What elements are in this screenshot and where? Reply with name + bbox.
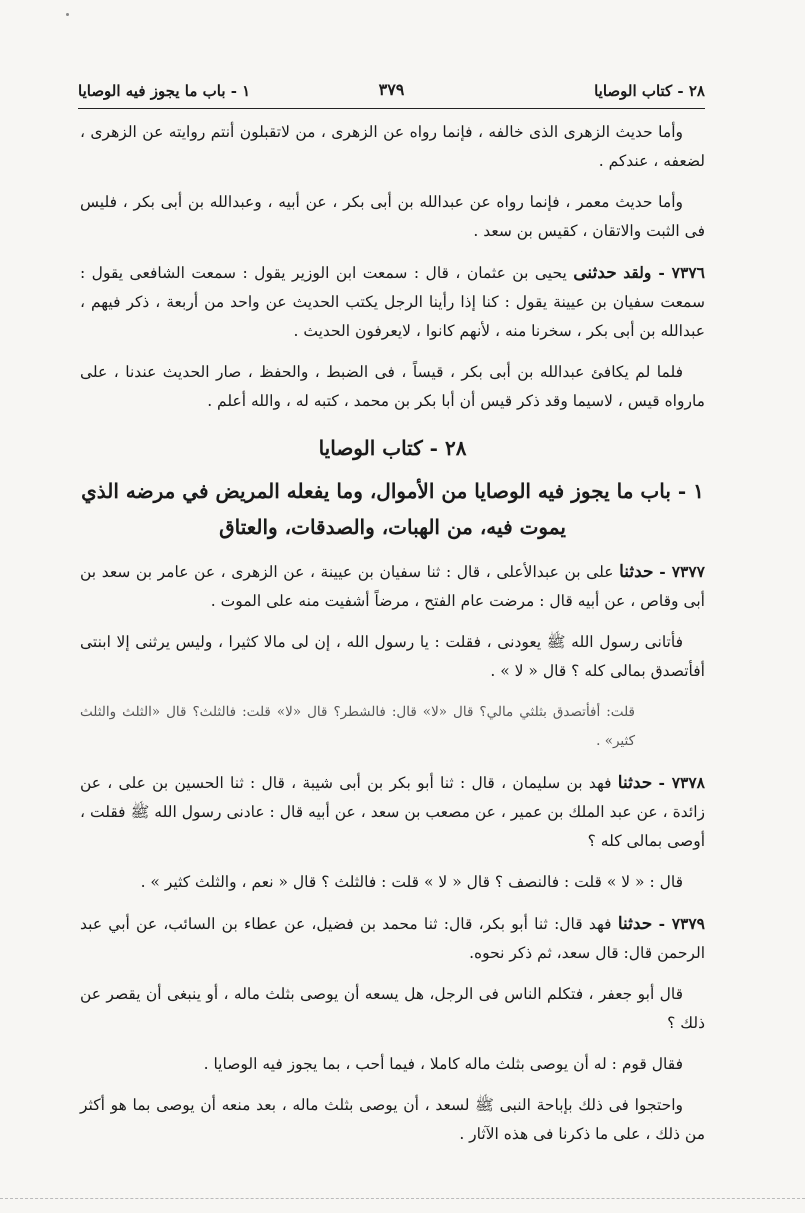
page-body xyxy=(80,118,705,1161)
paragraph-ihtajju: واحتجوا فى ذلك بإباحة النبى ﷺ لسعد ، أن يوصى بثلث ماله ، بعد منعه أن يوصى بما هو أكثر من ذلك ، على ما ذكرنا فى هذه الآثار . xyxy=(80,1096,705,1143)
hadith-7379 xyxy=(80,909,705,968)
paragraph-zuhri: وأما حديث الزهرى الذى خالفه ، فإنما رواه عن الزهرى ، من لاتقبلون أنتم روايته عن الزهرى ، لضعفه ، عندكم . xyxy=(80,123,705,170)
hadith-7377-note: قلت: أفأتصدق بثلثي مالي؟ قال «لا» قال: فالشطر؟ قال «لا» قلت: فالثلث؟ قال «الثلث والثلث كثير» . xyxy=(80,704,635,749)
page-number: ٣٧٩ xyxy=(378,80,405,99)
header-kitab: ٢٨ - كتاب الوصايا xyxy=(594,82,705,100)
hadith-7378-continuation: قال : « لا » قلت : فالنصف ؟ قال « لا » قلت : فالثلث ؟ قال « نعم ، والثلث كثير » . xyxy=(140,873,683,891)
bottom-scan-edge xyxy=(0,1198,805,1199)
hadith-number: ٧٣٧٩ - xyxy=(658,914,705,933)
bab-title xyxy=(80,473,705,545)
kitab-title: ٢٨ - كتاب الوصايا xyxy=(318,436,467,460)
paragraph-qawm: فقال قوم : له أن يوصى بثلث ماله كاملا ، فيما أحب ، بما يجوز فيه الوصايا . xyxy=(203,1055,683,1073)
hadith-number: ٧٣٧٧ - xyxy=(659,562,705,581)
hadith-keyword: حدثنى xyxy=(573,263,617,283)
hadith-number: ٧٣٧٦ - ولقد xyxy=(623,263,705,282)
hadith-text: فهد قال: ثنا أبو بكر، قال: ثنا محمد بن فضيل، عن عطاء بن السائب، عن أبي عبد الرحمن قال: قال سعد، ثم ذكر نحوه. xyxy=(80,915,705,962)
paragraph-qays: فلما لم يكافئ عبدالله بن أبى بكر ، قيساً ، فى الضبط ، والحفظ ، صار الحديث عندنا ، على مارواه قيس ، لاسيما وقد ذكر قيس أن أبا بكر بن محمد ، كتبه له ، والله أعلم . xyxy=(80,363,705,410)
hadith-keyword: حدثنا xyxy=(617,773,653,793)
paragraph-abu-jafar: قال أبو جعفر ، فتكلم الناس فى الرجل، هل يسعه أن يوصى بثلث ماله ، أو ينبغى أن يقصر عن ذلك ؟ xyxy=(80,985,705,1032)
header-bab: ١ - باب ما يجوز فيه الوصايا xyxy=(78,82,251,100)
scan-speck xyxy=(66,13,69,16)
hadith-text: يحيى بن عثمان ، قال : سمعت ابن الوزير يقول : سمعت الشافعى يقول : سمعت سفيان بن عيينة يقول : كنا إذا رأينا الرجل يكتب الحديث عن واحد من أربعة ، ذكر فيهم ، عبدالله بن أبى بكر ، سخرنا منه ، لأنهم كانوا ، لايعرفون الحديث . xyxy=(80,264,705,340)
hadith-text: على بن عبدالأعلى ، قال : ثنا سفيان بن عيينة ، عن الزهرى ، عن عامر بن سعد بن أبى وقاص ، عن أبيه قال : مرضت عام الفتح ، مرضاً أشفيت منه على الموت . xyxy=(80,563,705,610)
hadith-keyword: حدثنا xyxy=(617,914,653,934)
hadith-7377-continuation: فأتانى رسول الله ﷺ يعودنى ، فقلت : يا رسول الله ، إن لى مالا كثيرا ، وليس يرثنى إلا ابنتى أفأتصدق بمالى كله ؟ قال « لا » . xyxy=(80,633,705,680)
page-header xyxy=(78,78,705,109)
hadith-7378 xyxy=(80,768,705,856)
hadith-text: فهد بن سليمان ، قال : ثنا أبو بكر بن أبى شيبة ، قال : ثنا الحسين بن على ، عن زائدة ، عن عبد الملك بن عمير ، عن مصعب بن سعد ، عن أبيه قال : عادنى رسول الله ﷺ فقلت ، أوصى بمالى كله ؟ xyxy=(80,774,705,850)
hadith-7376 xyxy=(80,258,705,346)
bab-title-line1: ١ - باب ما يجوز فيه الوصايا من الأموال، وما يفعله المريض في مرضه الذي xyxy=(81,479,704,503)
paragraph-mamar: وأما حديث معمر ، فإنما رواه عن عبدالله بن أبى بكر ، عن أبيه ، وعبدالله بن أبى بكر ، فليس فى الثبت والاتقان ، كقيس بن سعد . xyxy=(80,193,705,240)
hadith-keyword: حدثنا xyxy=(619,562,654,582)
bab-title-line2: يموت فيه، من الهبات، والصدقات، والعتاق xyxy=(219,515,566,539)
hadith-7377 xyxy=(80,557,705,616)
hadith-number: ٧٣٧٨ - xyxy=(658,773,705,792)
